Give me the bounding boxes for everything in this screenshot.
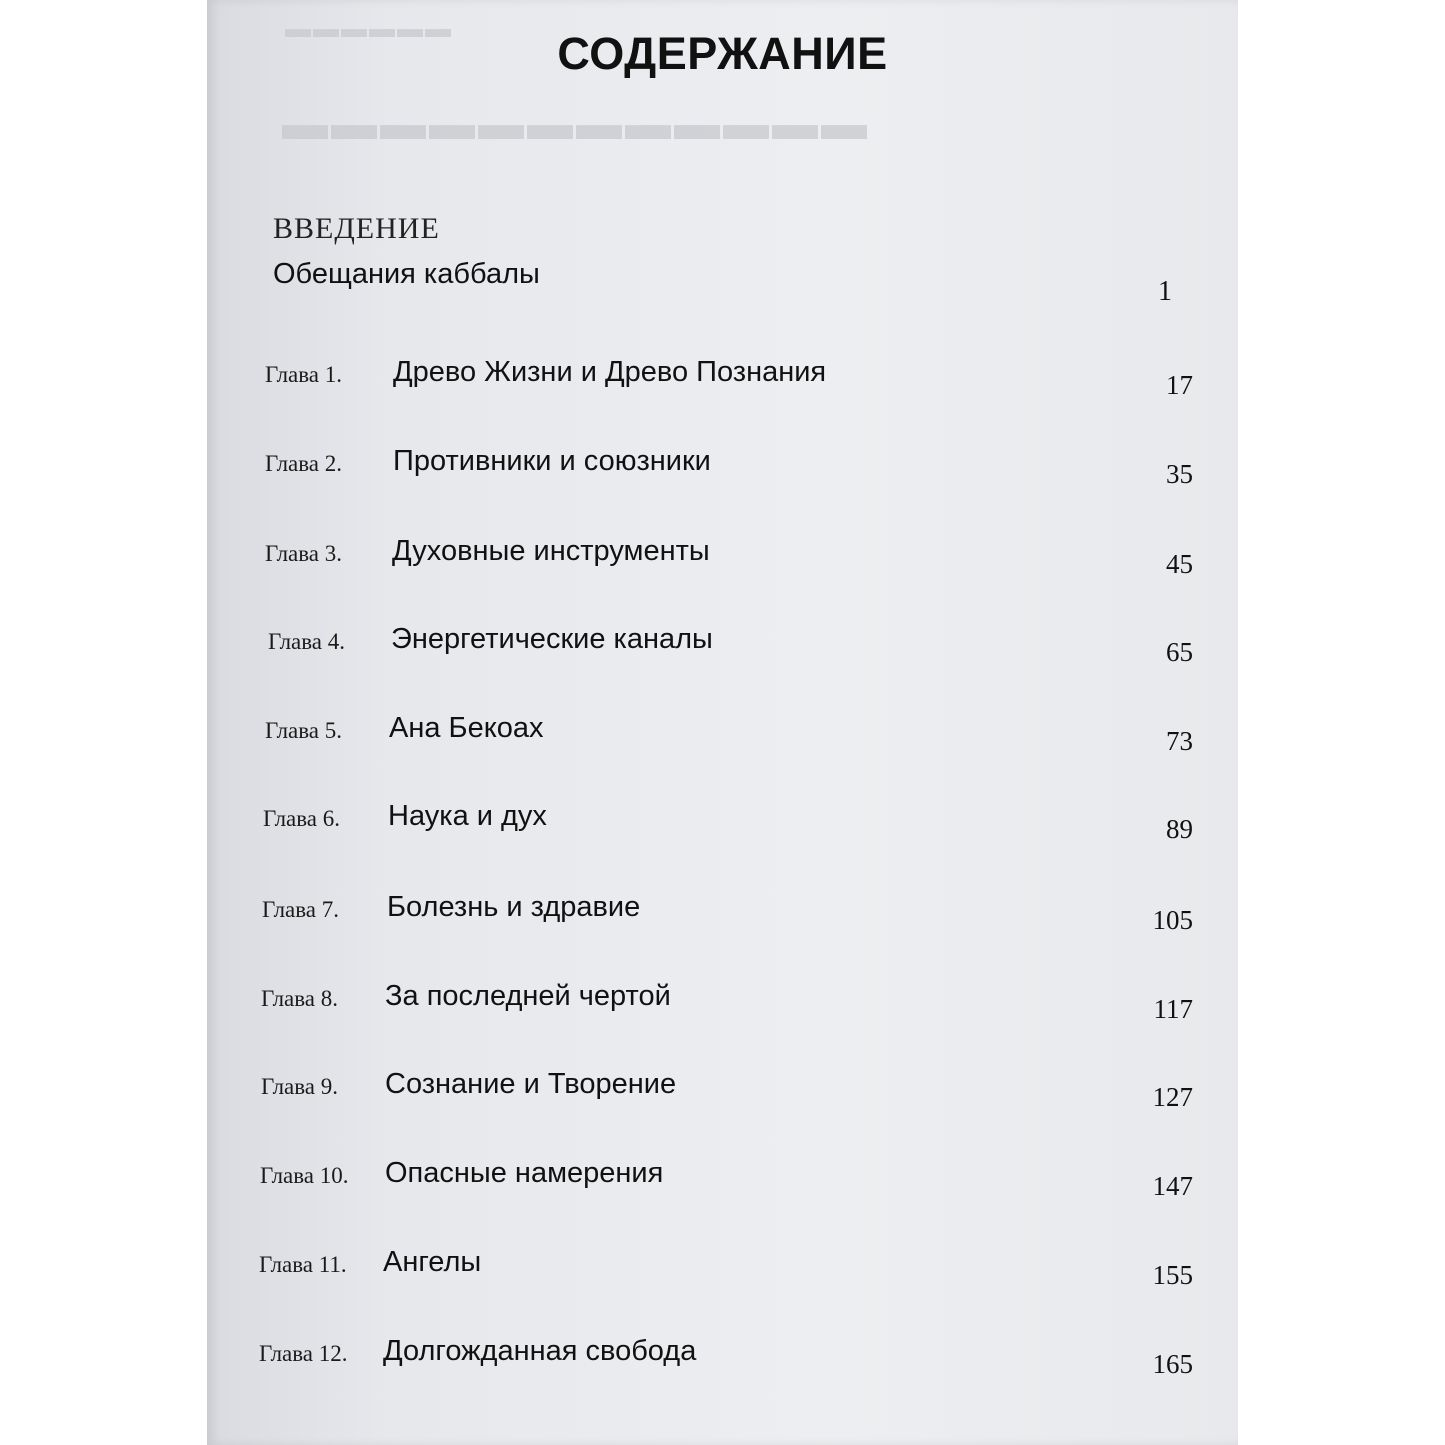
page-number: 45 (1166, 549, 1193, 579)
chapter-title: Наука и дух (388, 800, 547, 832)
page-number: 105 (1152, 905, 1193, 935)
page-number: 117 (1153, 994, 1193, 1024)
toc-row (261, 980, 1193, 1024)
page-number: 165 (1152, 1349, 1193, 1379)
page-number: 35 (1166, 459, 1193, 489)
page-number: 155 (1152, 1260, 1193, 1290)
page-number: 73 (1166, 726, 1193, 756)
chapter-number: Глава 8. (261, 986, 339, 1011)
chapter-title: Ангелы (383, 1246, 482, 1278)
chapter-number: Глава 6. (263, 806, 341, 831)
intro-page-number: 1 (1158, 276, 1172, 307)
chapter-number: Глава 4. (268, 629, 346, 654)
page-number: 89 (1166, 814, 1193, 844)
chapter-number: Глава 5. (265, 718, 343, 743)
chapter-number: Глава 11. (259, 1252, 347, 1277)
toc-row (259, 1246, 1193, 1290)
toc-row (261, 1068, 1193, 1112)
toc-row (265, 623, 1193, 667)
chapter-title: Древо Жизни и Древо Познания (393, 356, 827, 388)
chapter-title: Противники и союзники (393, 445, 711, 477)
page-number: 65 (1166, 637, 1193, 667)
chapter-title: Болезнь и здравие (387, 891, 641, 923)
chapter-title: Энергетические каналы (391, 623, 713, 655)
intro-label: ВВЕДЕНИЕ (273, 212, 440, 245)
toc-row (265, 356, 1193, 400)
chapter-number: Глава 3. (265, 541, 343, 566)
toc-row (262, 891, 1193, 935)
chapter-title: Долгожданная свобода (383, 1335, 697, 1367)
chapter-number: Глава 2. (265, 451, 343, 476)
book-page (207, 0, 1238, 1445)
page-number: 147 (1152, 1171, 1193, 1201)
chapter-title: Духовные инструменты (392, 535, 710, 567)
page-title: СОДЕРЖАНИЕ (557, 28, 888, 79)
chapter-title: Опасные намерения (385, 1157, 664, 1189)
toc-row (263, 800, 1193, 844)
toc-row (265, 712, 1193, 756)
chapter-number: Глава 10. (260, 1163, 349, 1188)
page-number: 17 (1166, 370, 1193, 400)
intro-title: Обещания каббалы (273, 258, 540, 290)
chapter-title: За последней чертой (385, 980, 671, 1012)
chapter-number: Глава 9. (261, 1074, 339, 1099)
toc-row (265, 445, 1193, 489)
chapter-title: Ана Бекоах (389, 712, 544, 744)
chapter-title: Сознание и Творение (385, 1068, 677, 1100)
chapter-number: Глава 12. (259, 1341, 348, 1366)
toc-row (260, 1157, 1193, 1201)
toc-row (259, 1335, 1193, 1379)
toc-row (265, 535, 1193, 579)
bleed-through-text: ▬▬▬▬▬▬▬▬▬▬▬▬ (282, 97, 870, 149)
bleed-through-text: ▬▬▬▬▬▬ (285, 14, 453, 43)
chapter-number: Глава 7. (262, 897, 340, 922)
chapter-number: Глава 1. (265, 362, 343, 387)
page-number: 127 (1152, 1082, 1193, 1112)
